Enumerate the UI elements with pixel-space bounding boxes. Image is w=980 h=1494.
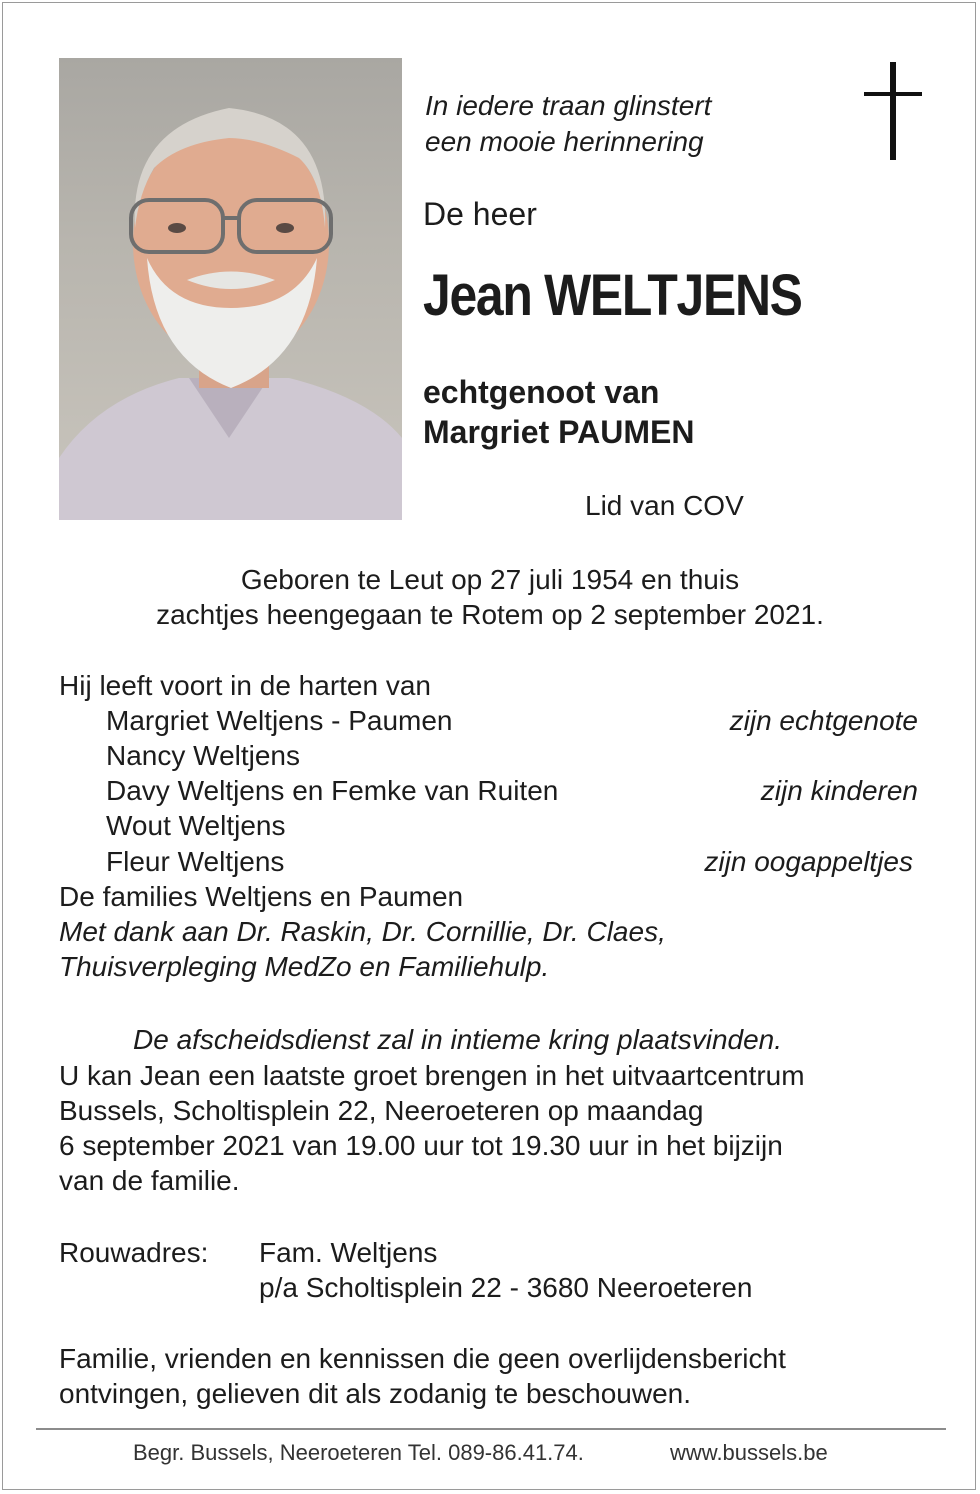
membership: Lid van COV [585,490,744,521]
families-line: De families Weltjens en Paumen [59,881,464,912]
deceased-name: Jean WELTJENS [423,263,802,328]
service-notice: De afscheidsdienst zal in intieme kring plaatsvinden. [133,1024,783,1055]
address-line: Fam. Weltjens [259,1237,438,1268]
survivor-name: Wout Weltjens [106,810,286,841]
survivor-name: Fleur Weltjens [106,846,285,877]
closing-line-2: ontvingen, gelieven dit als zodanig te beschouwen. [59,1378,691,1409]
service-line: Bussels, Scholtisplein 22, Neeroeteren op maandag [59,1095,704,1126]
survivor-name: Nancy Weltjens [106,740,301,771]
service-line: U kan Jean een laatste groet brengen in het uitvaartcentrum [59,1060,805,1091]
website-link[interactable]: www.bussels.be [670,1440,828,1465]
birth-line-2: zachtjes heengegaan te Rotem op 2 september 2021. [156,599,824,630]
birth-death-info [0,562,980,632]
portrait-photo [59,58,402,520]
memorial-quote [425,88,711,160]
survivor-relation: zijn oogappeltjes [704,846,913,877]
spouse-info [423,372,694,452]
address-label: Rouwadres: [59,1237,209,1268]
thanks-line-1: Met dank aan Dr. Raskin, Dr. Cornillie, Dr. Claes, [59,916,666,947]
service-line: van de familie. [59,1165,240,1196]
undertaker-info: Begr. Bussels, Neeroeteren Tel. 089-86.41.74. [133,1440,584,1465]
survivors-intro: Hij leeft voort in de harten van [59,670,431,701]
spouse-name: Margriet PAUMEN [423,414,695,450]
address-line: p/a Scholtisplein 22 - 3680 Neeroeteren [259,1272,753,1303]
thanks-line-2: Thuisverpleging MedZo en Familiehulp. [59,951,550,982]
closing-line-1: Familie, vrienden en kennissen die geen overlijdensbericht [59,1343,786,1374]
survivor-name: Davy Weltjens en Femke van Ruiten [106,775,559,806]
birth-line-1: Geboren te Leut op 27 juli 1954 en thuis [240,564,740,595]
survivor-relation: zijn echtgenote [729,705,918,736]
survivor-name: Margriet Weltjens - Paumen [106,705,453,736]
service-line: 6 september 2021 van 19.00 uur tot 19.30 uur in het bijzijn [59,1130,783,1161]
quote-line-2: een mooie herinnering [425,126,704,157]
footer-divider [36,1428,946,1430]
honorific: De heer [423,196,537,232]
spouse-relation: echtgenoot van [423,374,660,410]
cross-icon [864,62,922,160]
quote-line-1: In iedere traan glinstert [425,90,712,121]
survivor-relation: zijn kinderen [760,775,918,806]
